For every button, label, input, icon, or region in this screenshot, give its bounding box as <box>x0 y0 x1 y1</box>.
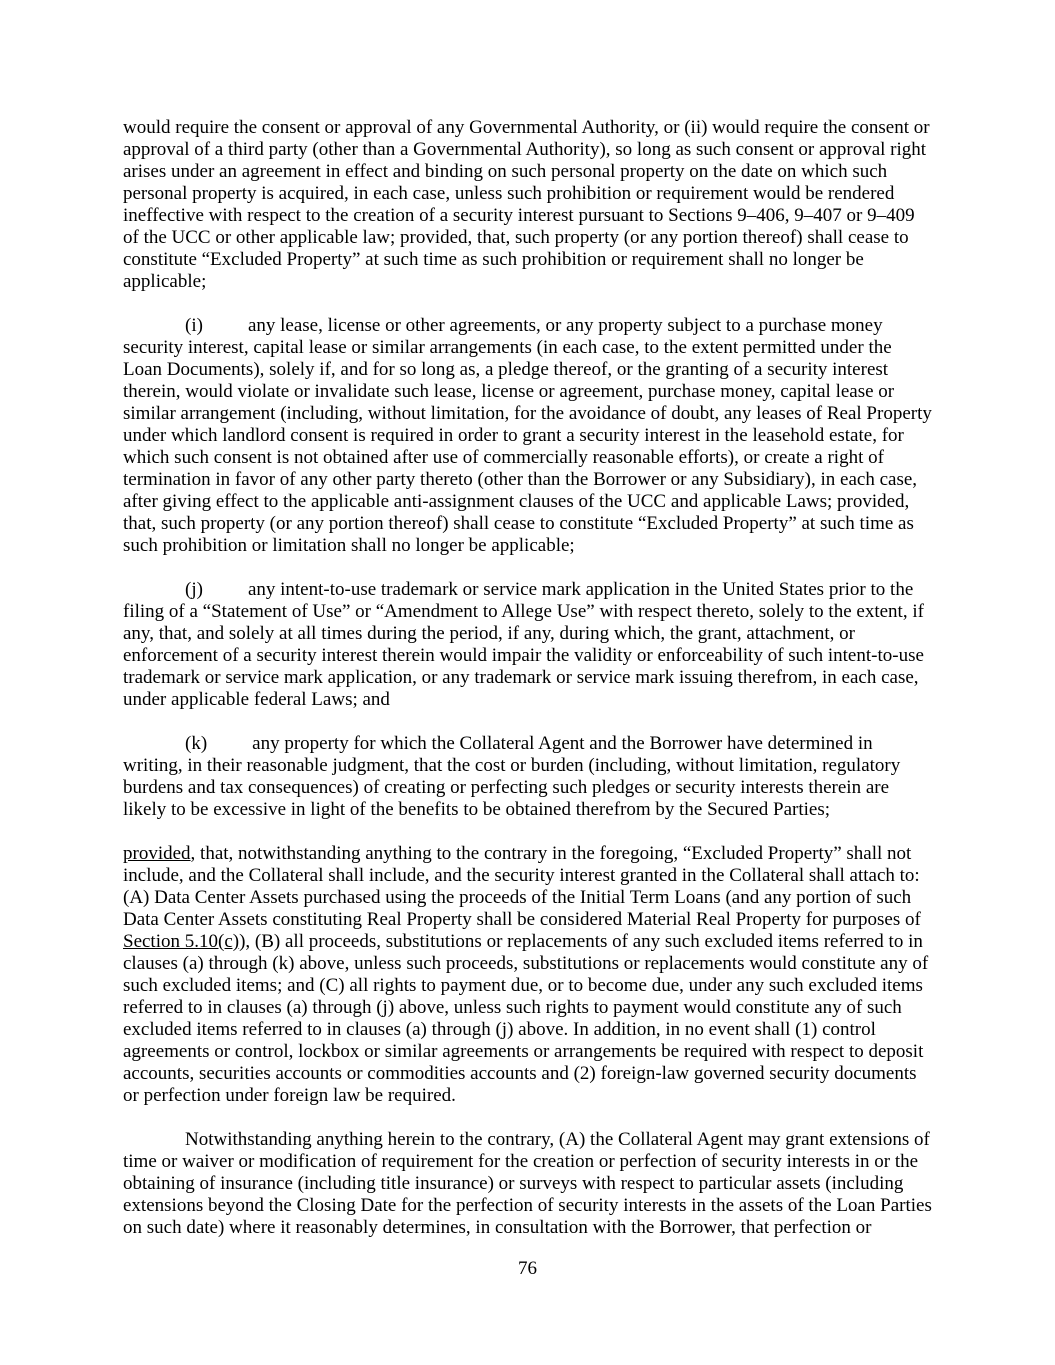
clause-j-label: (j) <box>185 579 203 600</box>
proviso-body-text-continued: ), (B) all proceeds, substitutions or replacements of any such excluded items referred to in clauses (a) through (k) above, unless such proceeds, substitutions or replacements would constitute any of such excluded items; and (C) all rights to payment due, or to become due, under any such excluded items referred to in clauses (a) through (j) above, unless such rights to payment would constitute any of such excluded items referred to in clauses (a) through (j) above. In addition, in no event shall (1) control agreements or control, lockbox or similar agreements or arrangements be required with respect to deposit accounts, securities accounts or commodities accounts and (2) foreign-law governed security documents or perfection under foreign law be required. <box>123 931 929 1106</box>
proviso-body-text: , that, notwithstanding anything to the contrary in the foregoing, “Excluded Property” shall not include, and the Collateral shall include, and the security interest granted in the Collateral shall attach to: (A) Data Center Assets purchased using the proceeds of the Initial Term Loans (and any portion of such Data Center Assets constituting Real Property shall be considered Material Real Property for purposes of <box>123 843 921 930</box>
paragraph-continuation: would require the consent or approval of any Governmental Authority, or (ii) would require the consent or approval of a third party (other than a Governmental Authority), so long as such consent or approval right arises under an agreement in effect and binding on such personal property on the date on which such personal property is acquired, in each case, unless such prohibition or requirement would be rendered ineffective with respect to the creation of a security interest pursuant to Sections 9–406, 9–407 or 9–409 of the UCC or other applicable law; provided, that, such property (or any portion thereof) shall cease to constitute “Excluded Property” at such time as such prohibition or requirement shall no longer be applicable; <box>123 117 930 292</box>
paragraph-closing: Notwithstanding anything herein to the contrary, (A) the Collateral Agent may grant extensions of time or waiver or modification of requirement for the creation or perfection of security interests in or the obtaining of insurance (including title insurance) or surveys with respect to particular assets (including extensions beyond the Closing Date for the perfection of security interests in the assets of the Loan Parties on such date) where it reasonably determines, in consultation with the Borrower, that perfection or <box>123 1129 932 1238</box>
clause-j <box>123 579 933 711</box>
clause-i <box>123 315 933 557</box>
clause-j-text: any intent-to-use trademark or service mark application in the United States prior to the filing of a “Statement of Use” or “Amendment to Allege Use” with respect thereto, solely to the extent, if any, that, and solely at all times during the period, if any, during which, the grant, attachment, or enforcement of a security interest therein would impair the validity or enforceability of such intent-to-use trademark or service mark application, or any trademark or service mark issuing therefrom, in each case, under applicable federal Laws; and <box>123 579 924 710</box>
section-cross-reference: Section 5.10(c) <box>123 931 240 952</box>
clause-i-label: (i) <box>185 315 203 336</box>
clause-k-text: any property for which the Collateral Agent and the Borrower have determined in writing, in their reasonable judgment, that the cost or burden (including, without limitation, regulatory burdens and tax consequences) of creating or perfecting such pledges or security interests therein are likely to be excessive in light of the benefits to be obtained therefrom by the Secured Parties; <box>123 733 901 820</box>
clause-k-label: (k) <box>185 733 208 754</box>
page-content <box>123 117 933 1239</box>
page-number: 76 <box>518 1258 537 1279</box>
clause-i-text: any lease, license or other agreements, or any property subject to a purchase money security interest, capital lease or similar arrangements (in each case, to the extent permitted under the Loan Documents), solely if, and for so long as, a pledge thereof, or the granting of a security interest therein, would violate or invalidate such lease, license or agreement, purchase money, capital lease or similar arrangement (including, without limitation, for the avoidance of doubt, any leases of Real Property under which landlord consent is required in order to grant a security interest in the leasehold estate, for which such consent is not obtained after use of commercially reasonable efforts), or create a right of termination in favor of any other party thereto (other than the Borrower or any Subsidiary), in each case, after giving effect to the applicable anti-assignment clauses of the UCC and applicable Laws; provided, that, such property (or any portion thereof) shall cease to constitute “Excluded Property” at such time as such prohibition or limitation shall no longer be applicable; <box>123 315 932 556</box>
paragraph-proviso <box>123 843 933 1107</box>
proviso-keyword-underlined: provided <box>123 843 191 864</box>
clause-k <box>123 733 933 821</box>
